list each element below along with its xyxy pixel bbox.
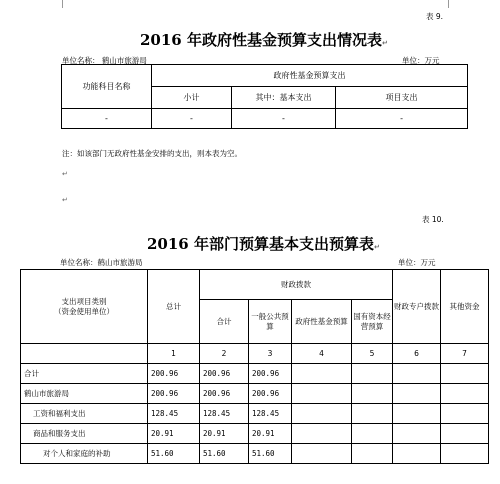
table-cell: 20.91 xyxy=(148,424,200,444)
table-cell xyxy=(393,444,441,464)
table-row xyxy=(21,424,489,444)
table-cell xyxy=(393,384,441,404)
table-row xyxy=(21,364,489,384)
table-cell: 128.45 xyxy=(249,404,292,424)
basic-expense-header: 其中：基本支出 xyxy=(232,87,336,109)
table10-title: 2016 年部门预算基本支出预算表↵ xyxy=(147,235,380,253)
row-label: 合计 xyxy=(21,364,148,384)
state-capital-header: 国有资本经营预算 xyxy=(352,300,393,344)
table-cell xyxy=(292,404,352,424)
table-cell: 4 xyxy=(292,344,352,364)
table-cell: 2 xyxy=(200,344,249,364)
paragraph-mark: ↵ xyxy=(62,196,68,204)
table-row xyxy=(21,384,489,404)
row-label: 鹤山市旅游局 xyxy=(21,384,148,404)
table9-number: 表 9. xyxy=(426,12,444,21)
row-label: 工资和福利支出 xyxy=(21,404,148,424)
table-cell xyxy=(292,444,352,464)
other-funds-header: 其他资金 xyxy=(441,270,489,344)
table-cell: 6 xyxy=(393,344,441,364)
special-account-header: 财政专户拨款 xyxy=(393,270,441,344)
table-cell xyxy=(292,424,352,444)
table-cell: 1 xyxy=(148,344,200,364)
table-cell xyxy=(352,444,393,464)
table-cell: 51.60 xyxy=(148,444,200,464)
table-cell: 51.60 xyxy=(200,444,249,464)
row-label: 商品和服务支出 xyxy=(21,424,148,444)
paragraph-mark: ↵ xyxy=(62,170,68,178)
row-label: 对个人和家庭的补助 xyxy=(21,444,148,464)
table9-unit-name: 单位名称： 鹤山市旅游局 xyxy=(62,56,147,65)
table-cell: 200.96 xyxy=(200,384,249,404)
subtotal-header: 小计 xyxy=(152,87,232,109)
func-subject-header: 功能科目名称 xyxy=(62,65,152,109)
sum-header: 合计 xyxy=(200,300,249,344)
table-cell xyxy=(393,404,441,424)
government-fund-table xyxy=(61,64,468,129)
table9-title: 2016 年政府性基金预算支出情况表↵ xyxy=(140,31,388,49)
total-header: 总计 xyxy=(148,270,200,344)
table10-number: 表 10. xyxy=(422,215,444,224)
table-row xyxy=(21,444,489,464)
category-header: 支出项目类别 （资金使用单位） xyxy=(21,270,148,344)
table-cell xyxy=(441,384,489,404)
page-corner-mark-left xyxy=(52,0,63,8)
basic-expense-table xyxy=(20,269,489,464)
page-corner-mark-right xyxy=(448,0,459,8)
table-cell xyxy=(441,364,489,384)
table-cell: - xyxy=(336,109,468,129)
table-cell xyxy=(21,344,148,364)
project-expense-header: 项目支出 xyxy=(336,87,468,109)
table10-unit-name: 单位名称：鹤山市旅游局 xyxy=(60,258,143,267)
table-cell xyxy=(441,424,489,444)
table-cell xyxy=(393,364,441,384)
table-cell: - xyxy=(232,109,336,129)
table10-unit: 单位：万元 xyxy=(398,258,436,267)
general-budget-header: 一般公共预算 xyxy=(249,300,292,344)
table-cell: 200.96 xyxy=(249,384,292,404)
table-cell: 51.60 xyxy=(249,444,292,464)
table-cell xyxy=(441,444,489,464)
table-cell: - xyxy=(62,109,152,129)
table-cell xyxy=(352,364,393,384)
table-cell xyxy=(352,384,393,404)
table-row xyxy=(21,404,489,424)
fiscal-allocation-header: 财政拨款 xyxy=(200,270,393,300)
table-cell xyxy=(393,424,441,444)
index-row xyxy=(21,344,489,364)
table9-note: 注：如该部门无政府性基金安排的支出，则本表为空。 xyxy=(62,149,242,158)
table-cell: 200.96 xyxy=(148,364,200,384)
table-cell: 7 xyxy=(441,344,489,364)
table-cell xyxy=(292,384,352,404)
table-cell: 20.91 xyxy=(249,424,292,444)
table-cell: - xyxy=(152,109,232,129)
table-cell: 200.96 xyxy=(148,384,200,404)
table-cell xyxy=(441,404,489,424)
table-cell: 128.45 xyxy=(148,404,200,424)
table-cell xyxy=(352,404,393,424)
table-cell: 128.45 xyxy=(200,404,249,424)
table-cell xyxy=(292,364,352,384)
table-cell: 5 xyxy=(352,344,393,364)
table-cell xyxy=(352,424,393,444)
table9-unit: 单位：万元 xyxy=(402,56,440,65)
gov-fund-header: 政府性基金预算支出 xyxy=(152,65,468,87)
table-cell: 200.96 xyxy=(200,364,249,384)
gov-fund-budget-header: 政府性基金预算 xyxy=(292,300,352,344)
table-cell: 3 xyxy=(249,344,292,364)
table-cell: 200.96 xyxy=(249,364,292,384)
table-cell: 20.91 xyxy=(200,424,249,444)
